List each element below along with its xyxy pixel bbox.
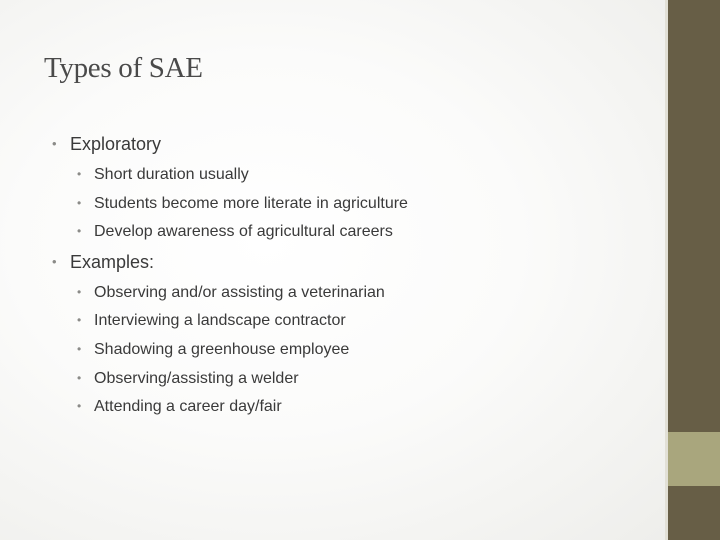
bullet-icon: • (77, 224, 82, 238)
bullet-icon: • (52, 254, 57, 269)
sub-bullet (77, 396, 282, 417)
bullet-text: Exploratory (70, 134, 162, 154)
bullet-icon: • (77, 285, 82, 299)
sub-bullet-text: Attending a career day/fair (94, 398, 282, 415)
sub-bullet (77, 310, 346, 331)
slide-title: Types of SAE (44, 52, 203, 84)
bullet-icon: • (77, 371, 82, 385)
sub-bullet-text: Develop awareness of agricultural careers (94, 223, 393, 240)
sub-bullet (77, 193, 408, 214)
sub-bullet-text: Interviewing a landscape contractor (94, 312, 346, 329)
sub-bullet-text: Observing and/or assisting a veterinarian (94, 284, 385, 301)
bullet-icon: • (77, 196, 82, 210)
sub-bullet-text: Students become more literate in agriculture (94, 195, 408, 212)
bullet-examples (52, 251, 154, 273)
sub-bullet (77, 339, 349, 360)
bullet-icon: • (77, 399, 82, 413)
sub-bullet-text: Short duration usually (94, 166, 249, 183)
sidebar-accent-band (668, 432, 720, 486)
sub-bullet (77, 368, 299, 389)
sub-bullet (77, 221, 393, 242)
bullet-exploratory (52, 133, 161, 155)
sub-bullet (77, 282, 385, 303)
bullet-text: Examples: (70, 252, 155, 272)
bullet-icon: • (77, 167, 82, 181)
sub-bullet (77, 164, 249, 185)
bullet-icon: • (52, 136, 57, 151)
bullet-icon: • (77, 313, 82, 327)
sub-bullet-text: Observing/assisting a welder (94, 370, 299, 387)
sub-bullet-text: Shadowing a greenhouse employee (94, 341, 350, 358)
bullet-icon: • (77, 342, 82, 356)
